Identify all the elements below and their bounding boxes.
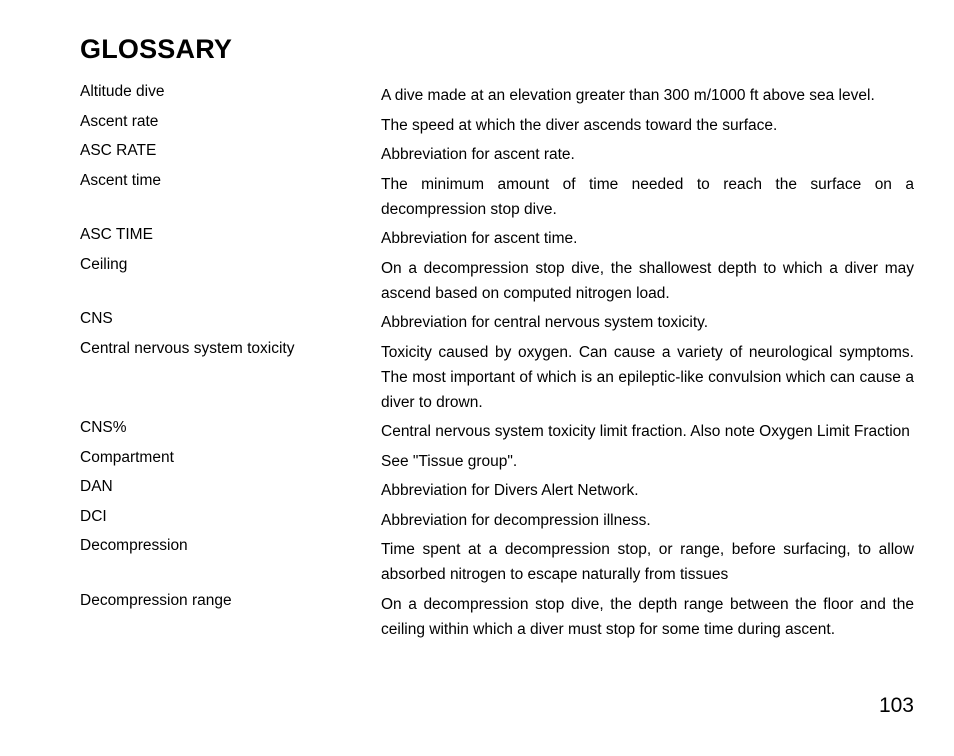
- glossary-term: Central nervous system toxicity: [80, 339, 295, 357]
- glossary-term: Ascent time: [80, 171, 161, 189]
- glossary-entry: [80, 445, 914, 475]
- glossary-definition: The speed at which the diver ascends toward the surface.: [381, 116, 778, 134]
- glossary-entry: [80, 168, 914, 223]
- glossary-definition: Abbreviation for ascent rate.: [381, 146, 575, 163]
- glossary-definition: Toxicity caused by oxygen. Can cause a variety of neurological symptoms. The most important of which is an epileptic-like convulsion which can cause a diver to drown.: [381, 343, 914, 411]
- glossary-term: Compartment: [80, 448, 174, 466]
- glossary-entry: [80, 79, 914, 109]
- glossary-term: CNS: [80, 310, 113, 327]
- glossary-definition: Abbreviation for ascent time.: [381, 230, 578, 247]
- glossary-definition: A dive made at an elevation greater than 300 m/1000 ft above sea level.: [381, 87, 875, 104]
- glossary-list: [80, 79, 914, 642]
- glossary-entry: [80, 533, 914, 588]
- glossary-definition: On a decompression stop dive, the shallowest depth to which a diver may ascend based on computed nitrogen load.: [381, 259, 914, 302]
- glossary-term: Ascent rate: [80, 112, 159, 130]
- page-title: GLOSSARY: [80, 34, 233, 64]
- glossary-definition: The minimum amount of time needed to reach the surface on a decompression stop dive.: [381, 175, 914, 218]
- glossary-definition: Central nervous system toxicity limit fraction. Also note Oxygen Limit Fraction: [381, 423, 910, 440]
- glossary-entry: [80, 474, 914, 504]
- glossary-entry: [80, 306, 914, 336]
- glossary-entry: [80, 415, 914, 445]
- glossary-definition: Abbreviation for central nervous system toxicity.: [381, 314, 709, 331]
- glossary-entry: [80, 336, 914, 416]
- glossary-term: Decompression: [80, 537, 188, 554]
- page-number: 103: [878, 694, 914, 717]
- glossary-definition: Abbreviation for Divers Alert Network.: [381, 482, 639, 499]
- glossary-definition: Abbreviation for decompression illness.: [381, 511, 651, 529]
- glossary-term: DAN: [80, 478, 113, 495]
- glossary-definition: Time spent at a decompression stop, or range, before surfacing, to allow absorbed nitrogen to escape naturally from tissues: [381, 541, 914, 583]
- glossary-entry: [80, 588, 914, 643]
- glossary-entry: [80, 109, 914, 139]
- glossary-definition: See "Tissue group".: [381, 452, 518, 470]
- glossary-term: ASC TIME: [80, 226, 153, 243]
- glossary-term: Ceiling: [80, 255, 128, 273]
- glossary-entry: [80, 504, 914, 534]
- glossary-term: CNS%: [80, 419, 127, 436]
- glossary-definition: On a decompression stop dive, the depth range between the floor and the ceiling within which a diver must stop for some time during ascent.: [381, 595, 914, 638]
- glossary-term: ASC RATE: [80, 142, 157, 159]
- glossary-term: Decompression range: [80, 591, 232, 609]
- glossary-entry: [80, 222, 914, 252]
- glossary-entry: [80, 138, 914, 168]
- glossary-entry: [80, 252, 914, 307]
- glossary-term: DCI: [80, 507, 107, 525]
- glossary-term: Altitude dive: [80, 83, 165, 100]
